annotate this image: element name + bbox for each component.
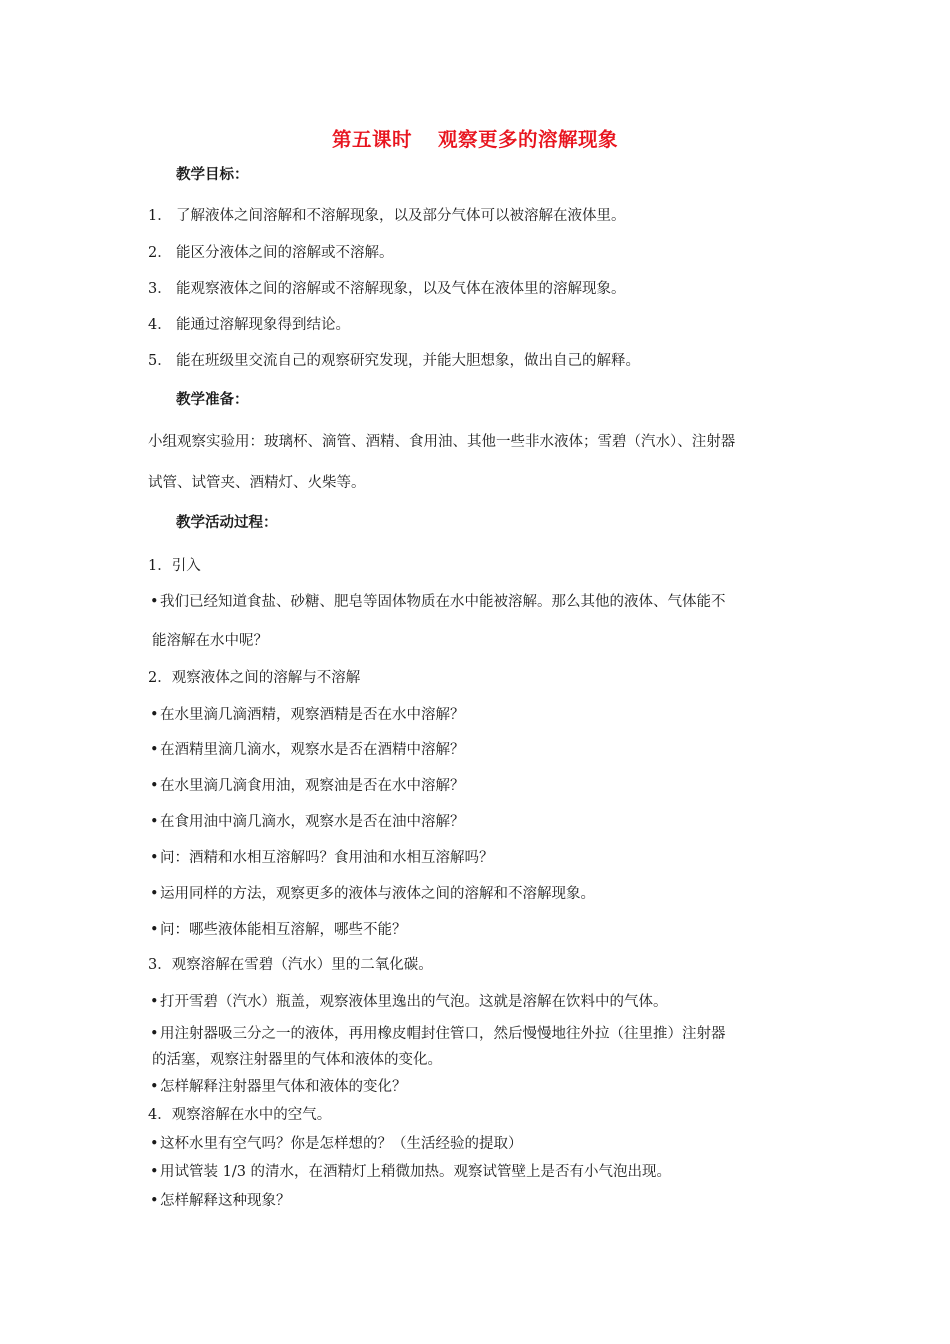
section-3-item-3: •怎样解释注射器里气体和液体的变化？ [150,1079,407,1095]
title-lesson-number: 第五课时 [331,128,412,151]
bullet-icon: • [150,922,159,938]
section-3-item-2-line-1: •用注射器吸三分之一的液体，再用橡皮帽封住管口，然后慢慢地往外拉（往里推）注射器 [150,1026,726,1042]
preparation-line-2: 试管、试管夹、酒精灯、火柴等。 [148,475,366,491]
preparation-line-1: 小组观察实验用：玻璃杯、滴管、酒精、食用油、其他一些非水液体；雪碧（汽水）、注射器 [148,434,736,450]
process-heading: 教学活动过程： [176,515,278,531]
section-2-item-2: •在酒精里滴几滴水，观察水是否在酒精中溶解？ [150,742,465,758]
preparation-heading: 教学准备： [176,392,249,408]
section-2-item-5: •问：酒精和水相互溶解吗？食用油和水相互溶解吗？ [150,850,494,866]
bullet-icon: • [150,994,159,1010]
bullet-icon: • [150,850,159,866]
bullet-icon: • [150,778,159,794]
section-2-item-4: •在食用油中滴几滴水，观察水是否在油中溶解？ [150,814,465,830]
section-2-item-1: •在水里滴几滴酒精，观察酒精是否在水中溶解？ [150,707,465,723]
objective-item-3: 3． 能观察液体之间的溶解或不溶解现象，以及气体在液体里的溶解现象。 [148,281,626,297]
section-4-item-1: •这杯水里有空气吗？你是怎样想的？（生活经验的提取） [150,1136,523,1152]
objective-item-4: 4． 能通过溶解现象得到结论。 [148,317,350,333]
section-4-item-3: •怎样解释这种现象？ [150,1193,291,1209]
section-2-item-7: •问：哪些液体能相互溶解，哪些不能？ [150,922,407,938]
objective-item-2: 2． 能区分液体之间的溶解或不溶解。 [148,245,394,261]
bullet-icon: • [150,886,159,902]
section-1-bullet-line-2: 能溶解在水中呢？ [152,633,268,649]
bullet-icon: • [150,814,159,830]
section-3-title: 3．观察溶解在雪碧（汽水）里的二氧化碳。 [148,957,433,973]
title-lesson-name: 观察更多的溶解现象 [438,128,619,151]
section-3-item-2-line-2: 的活塞，观察注射器里的气体和液体的变化。 [152,1052,442,1068]
bullet-icon: • [150,1026,159,1042]
bullet-icon: • [150,1164,159,1180]
section-1-title: 1．引入 [148,558,201,574]
bullet-icon: • [150,707,159,723]
bullet-icon: • [150,1079,159,1095]
objectives-heading: 教学目标： [176,167,249,183]
section-2-item-3: •在水里滴几滴食用油，观察油是否在水中溶解？ [150,778,465,794]
page-title [0,124,950,152]
bullet-icon: • [150,1193,159,1209]
bullet-icon: • [150,594,159,610]
section-1-bullet-line-1: •我们已经知道食盐、砂糖、肥皂等固体物质在水中能被溶解。那么其他的液体、气体能不 [150,594,726,610]
bullet-icon: • [150,742,159,758]
section-4-item-2: •用试管装 1/3 的清水，在酒精灯上稍微加热。观察试管壁上是否有小气泡出现。 [150,1164,672,1180]
section-2-item-6: •运用同样的方法，观察更多的液体与液体之间的溶解和不溶解现象。 [150,886,595,902]
section-3-item-1: •打开雪碧（汽水）瓶盖，观察液体里逸出的气泡。这就是溶解在饮料中的气体。 [150,994,668,1010]
section-4-title: 4．观察溶解在水中的空气。 [148,1107,332,1123]
bullet-icon: • [150,1136,159,1152]
objective-item-1: 1． 了解液体之间溶解和不溶解现象，以及部分气体可以被溶解在液体里。 [148,208,626,224]
section-2-title: 2．观察液体之间的溶解与不溶解 [148,670,361,686]
objective-item-5: 5． 能在班级里交流自己的观察研究发现，并能大胆想象，做出自己的解释。 [148,353,640,369]
